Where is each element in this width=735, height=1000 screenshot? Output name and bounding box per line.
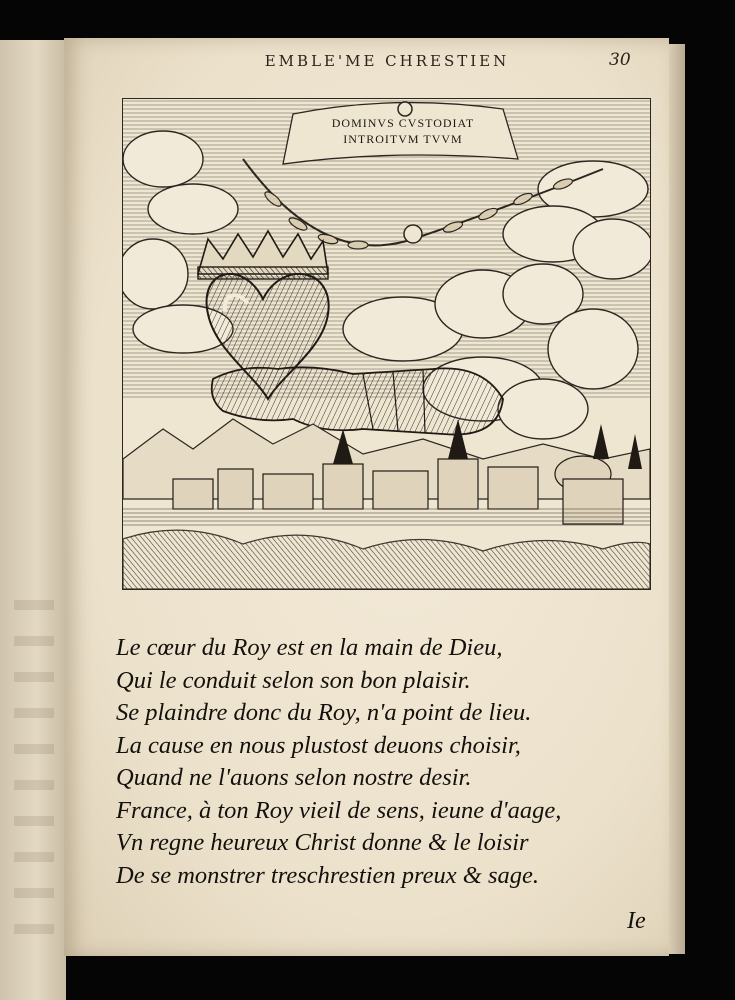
- page-edge-stack: [669, 44, 685, 954]
- verse-line-8: De se monstrer treschrestien preux & sage.: [116, 861, 539, 889]
- motto-line-1: DOMINVS CVSTODIAT: [331, 116, 475, 130]
- verse-line-4: La cause en nous plustost deuons choisir,: [116, 731, 521, 759]
- verse-line-3: Se plaindre donc du Roy, n'a point de lieu.: [116, 699, 532, 726]
- motto-line-2: INTROITVM TVVM: [343, 132, 463, 146]
- verse-line-1: Le cœur du Roy est en la main de Dieu,: [116, 634, 503, 661]
- catchword: Ie: [627, 908, 646, 934]
- emblem-engraving: [122, 98, 651, 590]
- show-through-text: [14, 600, 54, 940]
- running-head: EMBLE'ME CHRESTIEN: [264, 52, 510, 70]
- verse-line-6: France, à ton Roy vieil de sens, ieune d'aage,: [116, 796, 562, 824]
- crowned-heart-in-hand-engraving-icon: [123, 99, 650, 589]
- verse-line-7: Vn regne heureux Christ donne & le loisir: [116, 829, 529, 856]
- left-page-edge: [0, 40, 66, 1000]
- verse-line-5: Quand ne l'auons selon nostre desir.: [116, 764, 472, 791]
- verse-block: [116, 632, 656, 892]
- verse-line-2: Qui le conduit selon son bon plaisir.: [116, 666, 471, 694]
- page-number: 30: [609, 50, 631, 70]
- book-page: [64, 38, 669, 956]
- emblem-motto: [303, 115, 503, 147]
